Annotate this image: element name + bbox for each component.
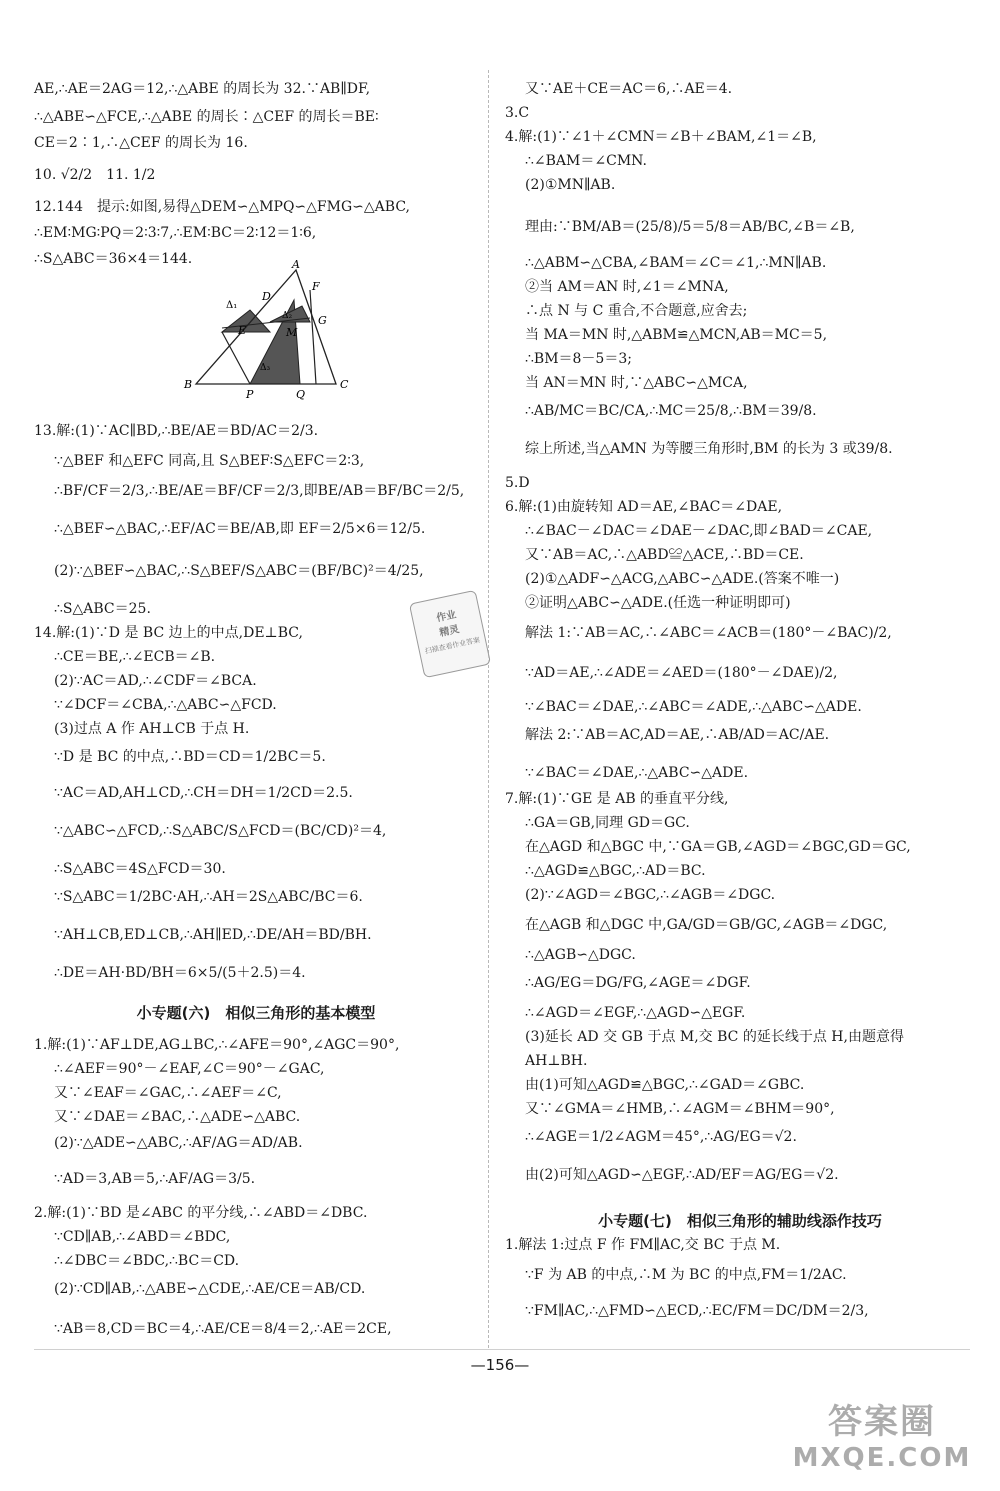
right-text-line: 3.C [505,105,530,121]
right-text-line: 又∵AB＝AC,∴△ABD≌△ACE,∴BD＝CE. [525,547,804,563]
right-text-line: ∵FM∥AC,∴△FMD∽△ECD,∴EC/FM＝DC/DM＝2/3, [525,1303,869,1319]
left-text-line: ∵△ABC∽△FCD,∴S△ABC/S△FCD＝(BC/CD)²＝4, [54,823,387,839]
right-text-line: 综上所述,当△AMN 为等腰三角形时,BM 的长为 3 或39/8. [525,441,893,457]
left-text-line: ∴∠DBC＝∠BDC,∴BC＝CD. [54,1253,240,1269]
left-text-line: ∵∠DCF＝∠CBA,∴△ABC∽△FCD. [54,697,277,713]
left-text-line: 14.解:(1)∵D 是 BC 边上的中点,DE⊥BC, [34,625,303,641]
right-text-line: ∴AG/EG＝DG/FG,∠AGE＝∠DGF. [525,975,751,991]
right-text-line: ∴∠BAC－∠DAC＝∠DAE－∠DAC,即∠BAD＝∠CAE, [525,523,873,539]
right-text-line: 理由:∵BM/AB＝(25/8)/5＝5/8＝AB/BC,∠B＝∠B, [525,219,855,235]
left-text-line: ∴BF/CF＝2/3,∴BE/AE＝BF/CF＝2/3,即BE/AB＝BF/BC＝2/5, [54,483,465,499]
left-section-heading: 小专题(六) 相似三角形的基本模型 [136,1004,376,1022]
right-text-line: 由(1)可知△AGD≌△BGC,∴∠GAD＝∠GBC. [525,1077,805,1093]
left-text-line: CE＝2∶1,∴△CEF 的周长为 16. [34,135,248,151]
left-text-line: ∵△BEF 和△EFC 同高,且 S△BEF∶S△EFC＝2∶3, [54,453,365,469]
left-text-line: ∵AD＝3,AB＝5,∴AF/AG＝3/5. [54,1171,256,1187]
page-number: —156— [470,1356,530,1374]
watermark-sub: MXQE.COM [792,1443,972,1473]
left-text-line: ∴EM∶MG∶PQ＝2∶3∶7,∴EM∶BC＝2∶12＝1∶6, [34,225,317,241]
scan-stamp-image [409,590,491,678]
right-section-heading: 小专题(七) 相似三角形的辅助线添作技巧 [598,1212,882,1230]
left-text-line: 1.解:(1)∵AF⊥DE,AG⊥BC,∴∠AFE＝90°,∠AGC＝90°, [34,1037,400,1053]
stamp-line1: 作业 [435,609,458,625]
right-text-line: 解法 1:∵AB＝AC,∴∠ABC＝∠ACB＝(180°－∠BAC)/2, [525,625,892,641]
right-text-line: 当 MA＝MN 时,△ABM≌△MCN,AB＝MC＝5, [525,327,828,343]
right-text-line: 在△AGB 和△DGC 中,GA/GD＝GB/GC,∠AGB＝∠DGC, [525,917,888,933]
left-text-line: ∴S△ABC＝4S△FCD＝30. [54,861,226,877]
label-E: E [238,324,247,337]
right-text-line: ∴点 N 与 C 重合,不合题意,应舍去; [525,303,748,319]
left-text-line: (2)∵CD∥AB,∴△ABE∽△CDE,∴AE/CE＝AB/CD. [54,1281,366,1297]
left-text-line: (2)∵△BEF∽△BAC,∴S△BEF/S△ABC＝(BF/BC)²＝4/25, [54,563,424,579]
right-text-line: ②证明△ABC∽△ADE.(任选一种证明即可) [525,595,791,611]
right-text-line: AH⊥BH. [525,1053,588,1069]
right-text-line: ∴AB/MC＝BC/CA,∴MC＝25/8,∴BM＝39/8. [525,403,817,419]
label-C: C [340,378,349,391]
left-text-line: ∴△ABE∽△FCE,∴△ABE 的周长∶△CEF 的周长＝BE∶ [34,109,379,125]
left-text-line: 又∵∠DAE＝∠BAC,∴△ADE∽△ABC. [54,1109,301,1125]
left-text-line: ∴S△ABC＝36×4＝144. [34,251,193,267]
right-text-line: 6.解:(1)由旋转知 AD＝AE,∠BAC＝∠DAE, [505,499,783,515]
right-text-line: ∴BM＝8－5＝3; [525,351,632,367]
left-text-line: 又∵∠EAF＝∠GAC,∴∠AEF＝∠C, [54,1085,282,1101]
right-text-line: ∴△AGB∽△DGC. [525,947,636,963]
left-text-line: ∵D 是 BC 的中点,∴BD＝CD＝1/2BC＝5. [54,749,326,765]
right-text-line: ∴△AGD≌△BGC,∴AD＝BC. [525,863,706,879]
left-text-line: ∵AB＝8,CD＝BC＝4,∴AE/CE＝8/4＝2,∴AE＝2CE, [54,1321,392,1337]
label-delta3: Δ₃ [260,363,271,373]
left-text-line: 12.144 提示:如图,易得△DEM∽△MPQ∽△FMG∽△ABC, [34,199,410,215]
left-text-line: 13.解:(1)∵AC∥BD,∴BE/AE＝BD/AC＝2/3. [34,423,319,439]
right-text-line: 5.D [505,475,530,491]
label-delta1: Δ₁ [226,300,238,311]
right-text-line: (2)∵∠AGD＝∠BGC,∴∠AGB＝∠DGC. [525,887,776,903]
stamp-line2: 精灵 [438,624,461,640]
stamp-line3: 扫描查看作业答案 [424,636,481,656]
right-text-line: ∴∠BAM＝∠CMN. [525,153,647,169]
watermark-logo [782,1394,982,1473]
right-text-line: 4.解:(1)∵∠1＋∠CMN＝∠B＋∠BAM,∠1＝∠B, [505,129,817,145]
right-text-line: ∴△ABM∽△CBA,∠BAM＝∠C＝∠1,∴MN∥AB. [525,255,827,271]
column-divider [488,70,490,1348]
right-text-line: ∵∠BAC＝∠DAE,∴△ABC∽△ADE. [525,765,749,781]
label-F: F [312,280,320,293]
footer-rule [34,1349,970,1350]
right-text-line: 7.解:(1)∵GE 是 AB 的垂直平分线, [505,791,729,807]
label-A: A [292,260,300,271]
left-text-line: ∴CE＝BE,∴∠ECB＝∠B. [54,649,216,665]
label-G: G [318,314,327,327]
left-text-line: ∵AH⊥CB,ED⊥CB,∴AH∥ED,∴DE/AH＝BD/BH. [54,927,372,943]
right-text-line: ∵AD＝AE,∴∠ADE＝∠AED＝(180°－∠DAE)/2, [525,665,838,681]
label-P: P [246,388,254,400]
right-text-line: ∴GA＝GB,同理 GD＝GC. [525,815,690,831]
label-M: M [286,326,298,339]
right-text-line: 又∵∠GMA＝∠HMB,∴∠AGM＝∠BHM＝90°, [525,1101,835,1117]
left-text-line: ∴∠AEF＝90°－∠EAF,∠C＝90°－∠GAC, [54,1061,325,1077]
right-text-line: ∵F 为 AB 的中点,∴M 为 BC 的中点,FM＝1/2AC. [525,1267,847,1283]
left-text-line: ∵CD∥AB,∴∠ABD＝∠BDC, [54,1229,231,1245]
left-text-line: (3)过点 A 作 AH⊥CB 于点 H. [54,721,250,737]
left-text-line: AE,∴AE＝2AG＝12,∴△ABE 的周长为 32.∵AB∥DF, [34,81,371,97]
right-text-line: 又∵AE＋CE＝AC＝6,∴AE＝4. [525,81,733,97]
triangle-figure [182,260,362,400]
left-text-line: 2.解:(1)∵BD 是∠ABC 的平分线,∴∠ABD＝∠DBC. [34,1205,368,1221]
left-text-line: ∴S△ABC＝25. [54,601,151,617]
left-text-line: 10. √2/2 11. 1/2 [34,167,156,183]
left-text-line: ∴DE＝AH·BD/BH＝6×5/(5＋2.5)＝4. [54,965,306,981]
right-text-line: ∴∠AGD＝∠EGF,∴△AGD∽△EGF. [525,1005,746,1021]
watermark-main: 答案圈 [828,1402,936,1442]
left-text-line: (2)∵AC＝AD,∴∠CDF＝∠BCA. [54,673,257,689]
right-text-line: 由(2)可知△AGD∽△EGF,∴AD/EF＝AG/EG＝√2. [525,1167,839,1183]
label-Q: Q [296,388,306,400]
right-text-line: (2)①△ADF∽△ACG,△ABC∽△ADE.(答案不唯一) [525,571,840,587]
right-text-line: ∴∠AGE＝1/2∠AGM＝45°,∴AG/EG＝√2. [525,1129,797,1145]
right-text-line: 当 AN＝MN 时,∵△ABC∽△MCA, [525,375,748,391]
right-text-line: ∵∠BAC＝∠DAE,∴∠ABC＝∠ADE,∴△ABC∽△ADE. [525,699,862,715]
left-text-line: (2)∵△ADE∽△ABC,∴AF/AG＝AD/AB. [54,1135,303,1151]
right-text-line: (3)延长 AD 交 GB 于点 M,交 BC 的延长线于点 H,由题意得 [525,1029,904,1045]
label-D: D [262,290,271,303]
left-text-line: ∴△BEF∽△BAC,∴EF/AC＝BE/AB,即 EF＝2/5×6＝12/5. [54,521,426,537]
right-text-line: ②当 AM＝AN 时,∠1＝∠MNA, [525,279,729,295]
left-text-line: ∵S△ABC＝1/2BC·AH,∴AH＝2S△ABC/BC＝6. [54,889,363,905]
label-delta2: Δ₂ [282,311,293,321]
left-text-line: ∵AC＝AD,AH⊥CD,∴CH＝DH＝1/2CD＝2.5. [54,785,353,801]
right-text-line: 解法 2:∵AB＝AC,AD＝AE,∴AB/AD＝AC/AE. [525,727,830,743]
right-text-line: (2)①MN∥AB. [525,177,616,193]
right-text-line: 在△AGD 和△BGC 中,∵GA＝GB,∠AGD＝∠BGC,GD＝GC, [525,839,911,855]
label-B: B [184,378,193,391]
right-text-line: 1.解法 1:过点 F 作 FM∥AC,交 BC 于点 M. [505,1237,781,1253]
